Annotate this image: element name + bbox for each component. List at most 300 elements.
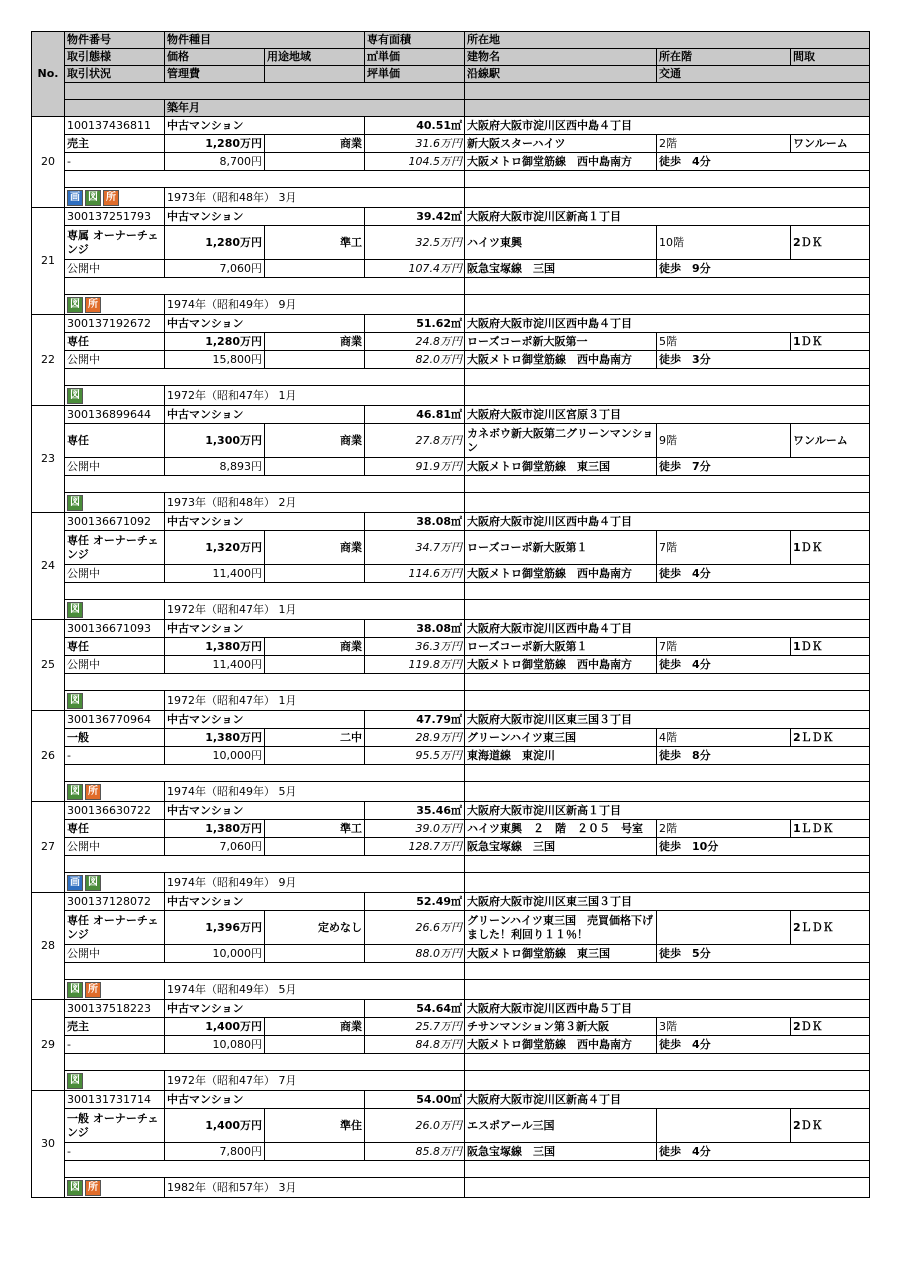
zoning: 商業 [265, 531, 365, 565]
header-row-3 [32, 66, 870, 83]
access: 徒歩 4分 [657, 1036, 870, 1054]
blank-cell [465, 171, 870, 188]
management-fee: 10,000円 [165, 747, 265, 765]
header-floor: 所在階 [657, 49, 791, 66]
blank-cell [65, 765, 465, 782]
price: 1,400万円 [165, 1109, 265, 1143]
layout: 1ＤＫ [791, 531, 870, 565]
listing-row [32, 369, 870, 386]
blank-cell [65, 1161, 465, 1178]
header-line: 沿線駅 [465, 66, 657, 83]
built-date: 1972年（昭和47年） 1月 [165, 600, 465, 620]
access: 徒歩 7分 [657, 458, 870, 476]
listing-row [32, 583, 870, 600]
listing-no: 22 [32, 315, 65, 406]
blank-cell [265, 656, 365, 674]
building-name: エスポアール三国 [465, 1109, 657, 1143]
address: 大阪府大阪市淀川区西中島４丁目 [465, 513, 870, 531]
floor: 9階 [657, 424, 791, 458]
area: 40.51㎡ [365, 117, 465, 135]
sqm-price: 34.7万円 [365, 531, 465, 565]
listing-row [32, 729, 870, 747]
image-icon[interactable]: 画 [67, 875, 83, 891]
built-date: 1982年（昭和57年） 3月 [165, 1178, 465, 1198]
area: 46.81㎡ [365, 406, 465, 424]
listing-row [32, 893, 870, 911]
blank-cell [465, 963, 870, 980]
address: 大阪府大阪市淀川区新高１丁目 [465, 208, 870, 226]
area: 54.64㎡ [365, 1000, 465, 1018]
listing-row [32, 1178, 870, 1198]
document-icons [65, 1071, 165, 1091]
property-number: 300136630722 [65, 802, 165, 820]
listing-row [32, 513, 870, 531]
price: 1,400万円 [165, 1018, 265, 1036]
blank-cell [65, 1054, 465, 1071]
floorplan-icon[interactable]: 図 [85, 190, 101, 206]
price: 1,320万円 [165, 531, 265, 565]
floor: 3階 [657, 1018, 791, 1036]
header-building: 建物名 [465, 49, 657, 66]
blank-cell [465, 386, 870, 406]
blank-cell [465, 1161, 870, 1178]
building-name: グリーンハイツ東三国 [465, 729, 657, 747]
management-fee: 11,400円 [165, 656, 265, 674]
area: 38.08㎡ [365, 513, 465, 531]
access: 徒歩 9分 [657, 260, 870, 278]
property-type: 中古マンション [165, 117, 365, 135]
listing-row [32, 333, 870, 351]
address: 大阪府大阪市淀川区西中島４丁目 [465, 117, 870, 135]
built-date: 1974年（昭和49年） 5月 [165, 980, 465, 1000]
building-name: ローズコーポ新大阪第１ [465, 638, 657, 656]
railway-line: 阪急宝塚線 三国 [465, 260, 657, 278]
price: 1,380万円 [165, 820, 265, 838]
railway-line: 大阪メトロ御堂筋線 西中島南方 [465, 1036, 657, 1054]
price: 1,280万円 [165, 333, 265, 351]
listing-row [32, 980, 870, 1000]
header-sqm-price: ㎡単価 [365, 49, 465, 66]
header-built: 築年月 [165, 100, 465, 117]
header-blank [265, 66, 365, 83]
blank-cell [265, 838, 365, 856]
listing-row [32, 386, 870, 406]
listing-row [32, 838, 870, 856]
location-icon[interactable]: 所 [85, 1180, 101, 1196]
document-icons [65, 980, 165, 1000]
access: 徒歩 3分 [657, 351, 870, 369]
listing-row [32, 295, 870, 315]
management-fee: 7,060円 [165, 838, 265, 856]
tsubo-price: 104.5万円 [365, 153, 465, 171]
price: 1,280万円 [165, 226, 265, 260]
deal-status: 公開中 [65, 656, 165, 674]
sqm-price: 32.5万円 [365, 226, 465, 260]
floor: 4階 [657, 729, 791, 747]
listing-row [32, 278, 870, 295]
blank-cell [465, 980, 870, 1000]
blank-cell [465, 691, 870, 711]
header-row-2 [32, 49, 870, 66]
location-icon[interactable]: 所 [85, 784, 101, 800]
floor: 10階 [657, 226, 791, 260]
area: 52.49㎡ [365, 893, 465, 911]
zoning: 商業 [265, 424, 365, 458]
blank-cell [265, 153, 365, 171]
listing-row [32, 963, 870, 980]
listing-row [32, 565, 870, 583]
floor: 7階 [657, 531, 791, 565]
property-number: 300137518223 [65, 1000, 165, 1018]
floor: 7階 [657, 638, 791, 656]
sqm-price: 25.7万円 [365, 1018, 465, 1036]
blank-cell [465, 1071, 870, 1091]
sqm-price: 39.0万円 [365, 820, 465, 838]
management-fee: 7,060円 [165, 260, 265, 278]
area: 54.00㎡ [365, 1091, 465, 1109]
header-row-5 [32, 100, 870, 117]
zoning: 商業 [265, 135, 365, 153]
railway-line: 大阪メトロ御堂筋線 西中島南方 [465, 153, 657, 171]
listing-row [32, 476, 870, 493]
header-blank [465, 83, 870, 100]
zoning: 定めなし [265, 911, 365, 945]
blank-cell [265, 351, 365, 369]
floorplan-icon[interactable]: 図 [85, 875, 101, 891]
built-date: 1974年（昭和49年） 5月 [165, 782, 465, 802]
listing-row [32, 873, 870, 893]
railway-line: 大阪メトロ御堂筋線 西中島南方 [465, 565, 657, 583]
sqm-price: 31.6万円 [365, 135, 465, 153]
property-number: 300137128072 [65, 893, 165, 911]
listing-row [32, 531, 870, 565]
floorplan-icon[interactable]: 図 [67, 388, 83, 404]
blank-cell [465, 493, 870, 513]
property-type: 中古マンション [165, 208, 365, 226]
header-row-1 [32, 32, 870, 49]
building-name: グリーンハイツ東三国 売買価格下げました！利回り１１％！ [465, 911, 657, 945]
sqm-price: 27.8万円 [365, 424, 465, 458]
deal-status: 公開中 [65, 458, 165, 476]
listing-row [32, 260, 870, 278]
listing-row [32, 315, 870, 333]
floorplan-icon[interactable]: 図 [67, 297, 83, 313]
document-icons [65, 295, 165, 315]
listing-row [32, 911, 870, 945]
zoning: 準工 [265, 820, 365, 838]
header-row-4 [32, 83, 870, 100]
layout: 1ＤＫ [791, 638, 870, 656]
railway-line: 東海道線 東淀川 [465, 747, 657, 765]
price: 1,396万円 [165, 911, 265, 945]
deal-status: 公開中 [65, 351, 165, 369]
property-number: 300137192672 [65, 315, 165, 333]
railway-line: 大阪メトロ御堂筋線 西中島南方 [465, 656, 657, 674]
blank-cell [465, 295, 870, 315]
management-fee: 11,400円 [165, 565, 265, 583]
layout: 2ＤＫ [791, 1109, 870, 1143]
address: 大阪府大阪市淀川区新高４丁目 [465, 1091, 870, 1109]
tsubo-price: 82.0万円 [365, 351, 465, 369]
property-type: 中古マンション [165, 802, 365, 820]
blank-cell [265, 1036, 365, 1054]
blank-cell [265, 747, 365, 765]
deal-type: 売主 [65, 135, 165, 153]
header-blank [465, 100, 870, 117]
listing-row [32, 1071, 870, 1091]
floorplan-icon[interactable]: 図 [67, 982, 83, 998]
listing-no: 27 [32, 802, 65, 893]
zoning: 準住 [265, 1109, 365, 1143]
listing-no: 29 [32, 1000, 65, 1091]
deal-type: 専任 [65, 820, 165, 838]
built-date: 1973年（昭和48年） 2月 [165, 493, 465, 513]
blank-cell [265, 1143, 365, 1161]
floorplan-icon[interactable]: 図 [67, 602, 83, 618]
listing-row [32, 171, 870, 188]
header-no: No. [32, 32, 65, 117]
property-type: 中古マンション [165, 620, 365, 638]
deal-type: 一般 オーナーチェンジ [65, 1109, 165, 1143]
building-name: ハイツ東興 ２ 階 ２０５ 号室 [465, 820, 657, 838]
building-name: 新大阪スターハイツ [465, 135, 657, 153]
blank-cell [65, 674, 465, 691]
railway-line: 大阪メトロ御堂筋線 東三国 [465, 458, 657, 476]
property-type: 中古マンション [165, 406, 365, 424]
deal-status: - [65, 1036, 165, 1054]
floorplan-icon[interactable]: 図 [67, 495, 83, 511]
listing-row [32, 1109, 870, 1143]
listing-row [32, 747, 870, 765]
blank-cell [465, 600, 870, 620]
listing-row [32, 782, 870, 802]
building-name: カネボウ新大阪第二グリーンマンション [465, 424, 657, 458]
layout: ワンルーム [791, 424, 870, 458]
listing-row [32, 1143, 870, 1161]
blank-cell [465, 1178, 870, 1198]
document-icons [65, 873, 165, 893]
layout: 2ＬＤＫ [791, 729, 870, 747]
header-access: 交通 [657, 66, 870, 83]
listing-no: 26 [32, 711, 65, 802]
tsubo-price: 128.7万円 [365, 838, 465, 856]
listing-row [32, 820, 870, 838]
blank-cell [465, 674, 870, 691]
railway-line: 阪急宝塚線 三国 [465, 1143, 657, 1161]
floor: 2階 [657, 135, 791, 153]
location-icon[interactable]: 所 [85, 982, 101, 998]
sqm-price: 36.3万円 [365, 638, 465, 656]
property-number: 300137251793 [65, 208, 165, 226]
listing-row [32, 620, 870, 638]
railway-line: 大阪メトロ御堂筋線 東三国 [465, 945, 657, 963]
floor [657, 911, 791, 945]
listing-no: 28 [32, 893, 65, 1000]
listing-row [32, 406, 870, 424]
location-icon[interactable]: 所 [85, 297, 101, 313]
blank-cell [265, 260, 365, 278]
deal-status: 公開中 [65, 260, 165, 278]
management-fee: 10,000円 [165, 945, 265, 963]
access: 徒歩 10分 [657, 838, 870, 856]
access: 徒歩 8分 [657, 747, 870, 765]
deal-type: 専属 オーナーチェンジ [65, 226, 165, 260]
access: 徒歩 4分 [657, 656, 870, 674]
deal-type: 専任 オーナーチェンジ [65, 531, 165, 565]
listing-row [32, 674, 870, 691]
listing-row [32, 600, 870, 620]
layout: ワンルーム [791, 135, 870, 153]
price: 1,380万円 [165, 638, 265, 656]
property-number: 300136671092 [65, 513, 165, 531]
listing-no: 30 [32, 1091, 65, 1198]
deal-status: 公開中 [65, 838, 165, 856]
document-icons [65, 691, 165, 711]
layout: 2ＤＫ [791, 226, 870, 260]
listing-row [32, 135, 870, 153]
access: 徒歩 4分 [657, 1143, 870, 1161]
property-number: 300136899644 [65, 406, 165, 424]
property-type: 中古マンション [165, 893, 365, 911]
management-fee: 8,700円 [165, 153, 265, 171]
deal-type: 一般 [65, 729, 165, 747]
listing-table [31, 31, 870, 1198]
header-tsubo-price: 坪単価 [365, 66, 465, 83]
header-blank [65, 100, 165, 117]
management-fee: 10,080円 [165, 1036, 265, 1054]
blank-cell [465, 873, 870, 893]
floorplan-icon[interactable]: 図 [67, 1073, 83, 1089]
deal-type: 売主 [65, 1018, 165, 1036]
document-icons [65, 493, 165, 513]
listing-row [32, 208, 870, 226]
image-icon[interactable]: 画 [67, 190, 83, 206]
building-name: ローズコーポ新大阪第１ [465, 531, 657, 565]
listing-no: 21 [32, 208, 65, 315]
tsubo-price: 88.0万円 [365, 945, 465, 963]
price: 1,280万円 [165, 135, 265, 153]
address: 大阪府大阪市淀川区新高１丁目 [465, 802, 870, 820]
access: 徒歩 5分 [657, 945, 870, 963]
layout: 1ＤＫ [791, 333, 870, 351]
header-property-type: 物件種目 [165, 32, 365, 49]
deal-type: 専任 [65, 424, 165, 458]
listing-row [32, 765, 870, 782]
address: 大阪府大阪市淀川区西中島５丁目 [465, 1000, 870, 1018]
property-type: 中古マンション [165, 1091, 365, 1109]
blank-cell [465, 583, 870, 600]
floor: 2階 [657, 820, 791, 838]
address: 大阪府大阪市淀川区西中島４丁目 [465, 315, 870, 333]
access: 徒歩 4分 [657, 153, 870, 171]
listing-row [32, 458, 870, 476]
listing-row [32, 351, 870, 369]
sqm-price: 26.6万円 [365, 911, 465, 945]
blank-cell [65, 856, 465, 873]
tsubo-price: 91.9万円 [365, 458, 465, 476]
document-icons [65, 600, 165, 620]
zoning: 商業 [265, 333, 365, 351]
zoning: 準工 [265, 226, 365, 260]
blank-cell [265, 945, 365, 963]
layout: 1ＬＤＫ [791, 820, 870, 838]
header-blank [65, 83, 465, 100]
layout: 2ＬＤＫ [791, 911, 870, 945]
blank-cell [465, 369, 870, 386]
property-type: 中古マンション [165, 711, 365, 729]
address: 大阪府大阪市淀川区宮原３丁目 [465, 406, 870, 424]
built-date: 1972年（昭和47年） 7月 [165, 1071, 465, 1091]
tsubo-price: 95.5万円 [365, 747, 465, 765]
property-type: 中古マンション [165, 513, 365, 531]
blank-cell [65, 369, 465, 386]
deal-status: 公開中 [65, 945, 165, 963]
tsubo-price: 114.6万円 [365, 565, 465, 583]
listing-row [32, 226, 870, 260]
blank-cell [65, 171, 465, 188]
railway-line: 大阪メトロ御堂筋線 西中島南方 [465, 351, 657, 369]
area: 47.79㎡ [365, 711, 465, 729]
floorplan-icon[interactable]: 図 [67, 784, 83, 800]
tsubo-price: 119.8万円 [365, 656, 465, 674]
header-status: 取引状況 [65, 66, 165, 83]
tsubo-price: 107.4万円 [365, 260, 465, 278]
location-icon[interactable]: 所 [103, 190, 119, 206]
listing-row [32, 1054, 870, 1071]
tsubo-price: 84.8万円 [365, 1036, 465, 1054]
property-number: 300131731714 [65, 1091, 165, 1109]
sqm-price: 26.0万円 [365, 1109, 465, 1143]
layout: 2ＤＫ [791, 1018, 870, 1036]
deal-status: - [65, 747, 165, 765]
blank-cell [465, 1054, 870, 1071]
listing-row [32, 1161, 870, 1178]
listing-row [32, 656, 870, 674]
header-address: 所在地 [465, 32, 870, 49]
price: 1,380万円 [165, 729, 265, 747]
listing-no: 24 [32, 513, 65, 620]
sqm-price: 28.9万円 [365, 729, 465, 747]
listing-row [32, 802, 870, 820]
building-name: チサンマンション第３新大阪 [465, 1018, 657, 1036]
listing-row [32, 856, 870, 873]
floorplan-icon[interactable]: 図 [67, 1180, 83, 1196]
zoning: 商業 [265, 638, 365, 656]
property-number: 300136770964 [65, 711, 165, 729]
listing-row [32, 424, 870, 458]
building-name: ハイツ東興 [465, 226, 657, 260]
blank-cell [465, 856, 870, 873]
built-date: 1974年（昭和49年） 9月 [165, 873, 465, 893]
listing-row [32, 691, 870, 711]
floorplan-icon[interactable]: 図 [67, 693, 83, 709]
blank-cell [65, 583, 465, 600]
management-fee: 8,893円 [165, 458, 265, 476]
price: 1,300万円 [165, 424, 265, 458]
blank-cell [465, 782, 870, 802]
property-number: 100137436811 [65, 117, 165, 135]
header-property-number: 物件番号 [65, 32, 165, 49]
blank-cell [465, 765, 870, 782]
address: 大阪府大阪市淀川区東三国３丁目 [465, 893, 870, 911]
built-date: 1972年（昭和47年） 1月 [165, 386, 465, 406]
blank-cell [465, 278, 870, 295]
area: 35.46㎡ [365, 802, 465, 820]
property-number: 300136671093 [65, 620, 165, 638]
built-date: 1973年（昭和48年） 3月 [165, 188, 465, 208]
zoning: 二中 [265, 729, 365, 747]
listing-row [32, 1000, 870, 1018]
